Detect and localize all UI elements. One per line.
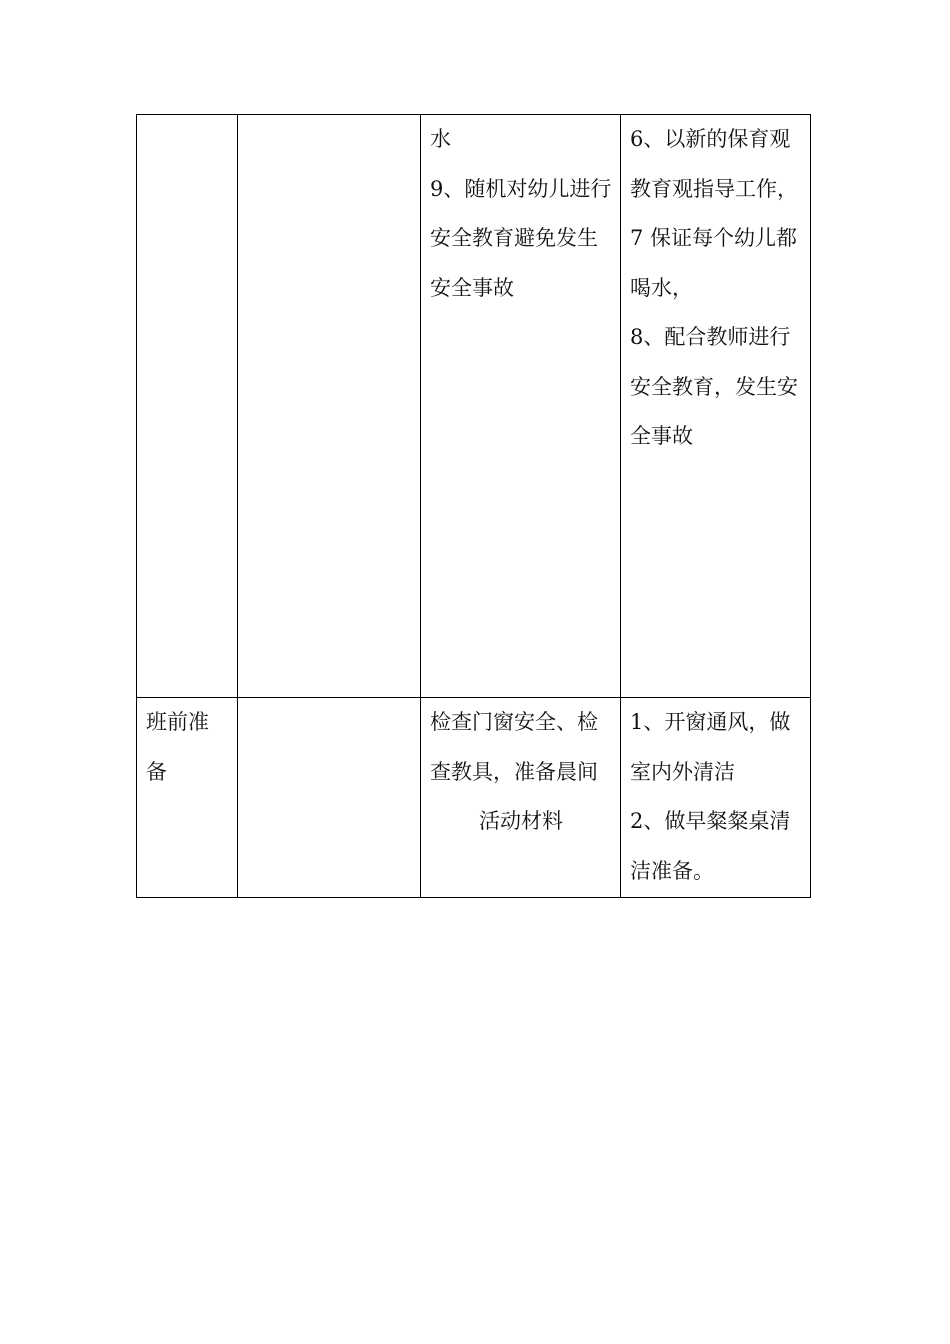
cell-line: 水 (430, 127, 451, 151)
cell-r1-c1 (137, 115, 238, 698)
cell-r1-c4 (621, 115, 811, 698)
schedule-table (136, 114, 811, 898)
cell-line: 安全教育避免发生 (430, 226, 598, 250)
cell-line: 洁准备。 (630, 858, 714, 883)
cell-line: 7 保证每个幼儿都 (630, 226, 798, 250)
cell-line: 9、随机对幼儿进行 (430, 176, 612, 201)
cell-line: 全事故 (630, 424, 693, 448)
cell-r1-c3 (421, 115, 621, 698)
cell-line: 安全事故 (430, 275, 514, 300)
cell-r2-c3 (421, 698, 621, 898)
cell-line: 1、开窗通风，做 (630, 710, 791, 734)
cell-line: 检查门窗安全、检 (430, 710, 598, 734)
cell-line: 活动材料 (479, 809, 563, 833)
cell-r2-c1 (137, 698, 238, 898)
cell-line: 6、以新的保育观 (630, 127, 791, 151)
table-row (137, 698, 811, 898)
cell-line: 安全教育，发生安 (630, 374, 798, 399)
cell-line: 2、做早粲粲桌清 (630, 809, 791, 833)
cell-line: 查教具，准备晨间 (430, 759, 598, 784)
cell-line: 8、配合教师进行 (630, 325, 791, 349)
cell-line: 备 (146, 759, 167, 784)
cell-line: 教育观指导工作， (630, 176, 798, 201)
cell-r2-c2 (238, 698, 421, 898)
table-row (137, 115, 811, 698)
cell-line: 喝水， (630, 275, 693, 300)
cell-line: 室内外清洁 (630, 759, 735, 784)
cell-r2-c4 (621, 698, 811, 898)
cell-r1-c2 (238, 115, 421, 698)
cell-line: 班前准 (146, 710, 209, 734)
